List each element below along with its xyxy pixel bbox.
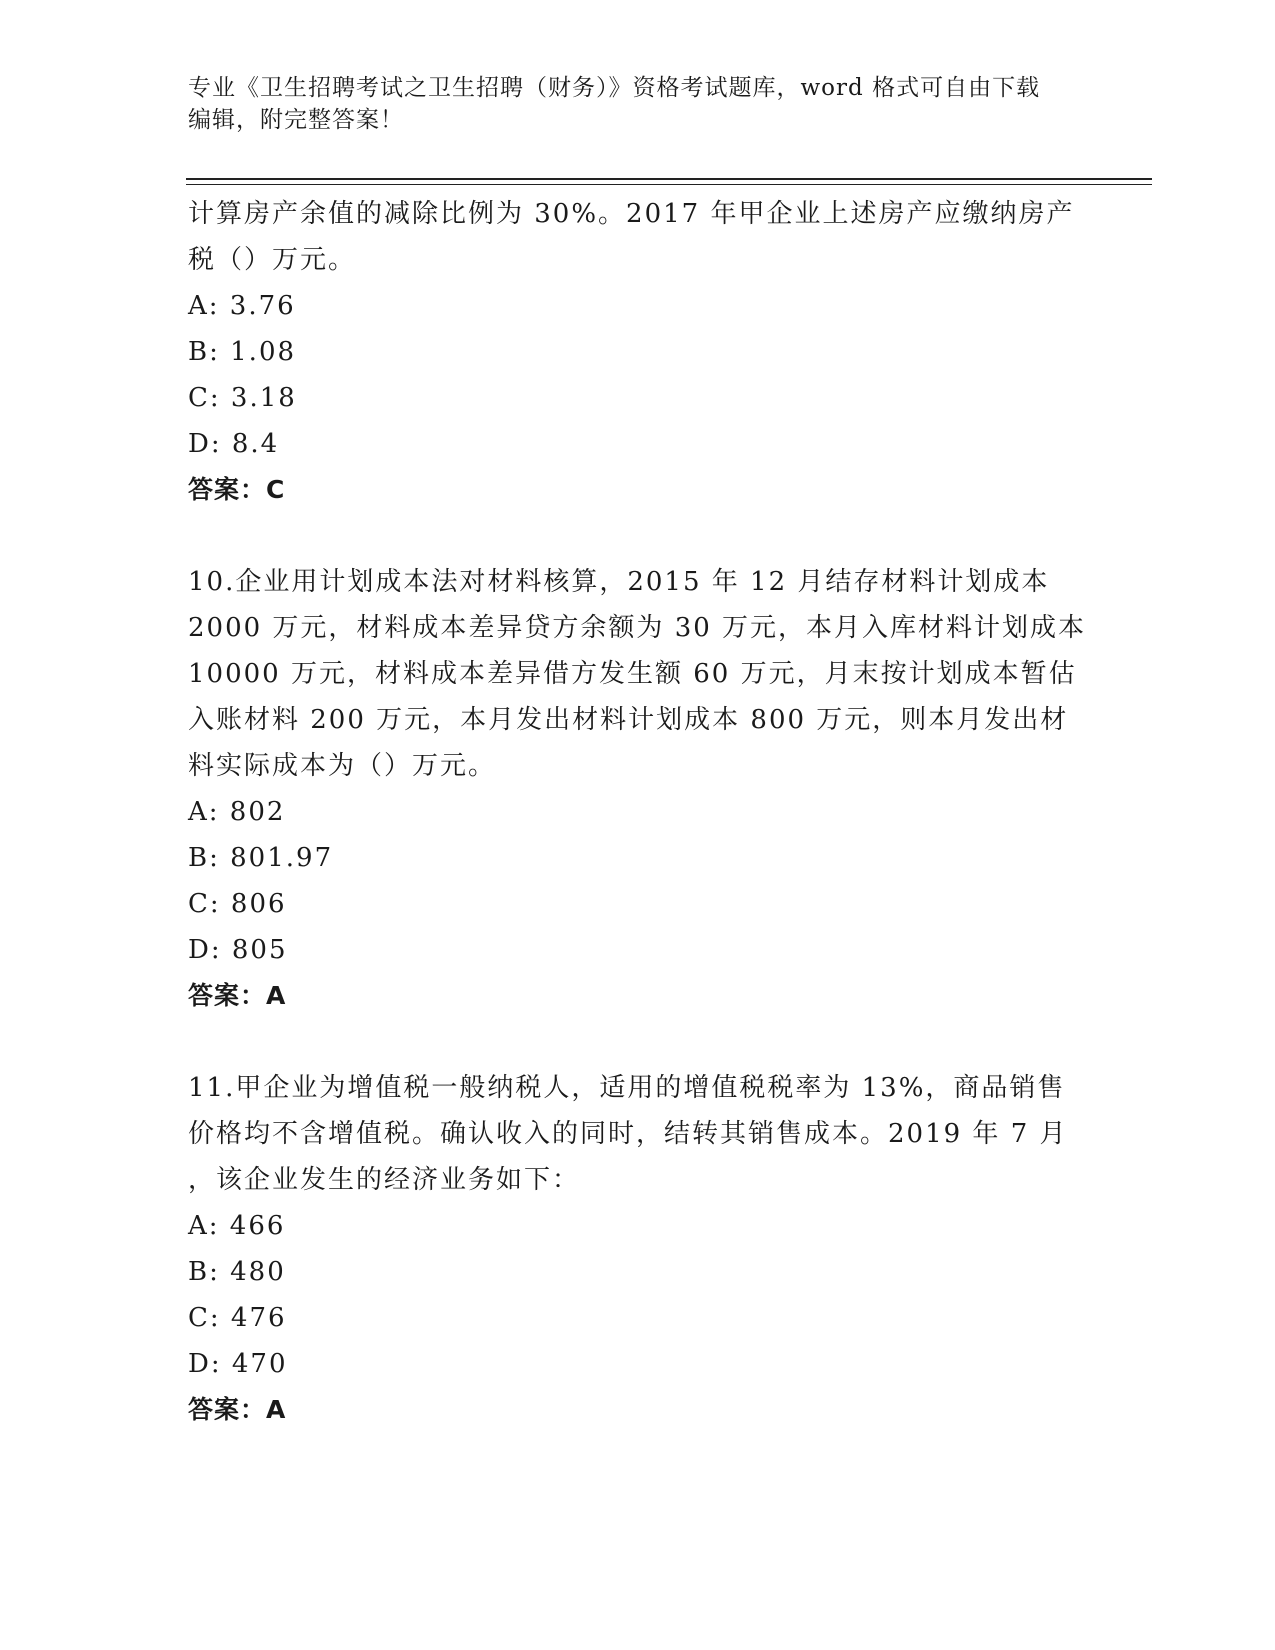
answer-line: 答案：A	[188, 1395, 287, 1424]
option-b: B: 480	[188, 1257, 286, 1287]
option-a: A: 3.76	[188, 291, 296, 321]
option-c: C: 806	[188, 889, 287, 919]
question-block	[188, 191, 1088, 513]
option-a: A: 466	[188, 1211, 286, 1241]
option-a: A: 802	[188, 797, 286, 827]
option-b: B: 1.08	[188, 337, 297, 367]
answer-line: 答案：C	[188, 475, 286, 504]
question-stem-line: ，该企业发生的经济业务如下：	[188, 1165, 581, 1195]
question-stem-line: 11.甲企业为增值税一般纳税人，适用的增值税税率为 13%，商品销售	[188, 1073, 1066, 1103]
question-block	[188, 1065, 1088, 1433]
option-d: D: 8.4	[188, 429, 280, 459]
document-header	[188, 72, 1088, 136]
question-stem-line: 计算房产余值的减除比例为 30%。2017 年甲企业上述房产应缴纳房产	[188, 199, 1075, 229]
question-stem-line: 价格均不含增值税。确认收入的同时，结转其销售成本。2019 年 7 月	[188, 1119, 1068, 1149]
question-stem-line: 2000 万元，材料成本差异贷方余额为 30 万元，本月入库材料计划成本	[188, 613, 1087, 643]
option-c: C: 3.18	[188, 383, 297, 413]
option-d: D: 805	[188, 935, 288, 965]
answer-line: 答案：A	[188, 981, 287, 1010]
option-c: C: 476	[188, 1303, 287, 1333]
question-block	[188, 559, 1088, 1019]
question-stem-line: 10000 万元，材料成本差异借方发生额 60 万元，月末按计划成本暂估	[188, 659, 1077, 689]
question-list	[188, 191, 1088, 1433]
spacer	[188, 513, 1088, 559]
question-stem-line: 10.企业用计划成本法对材料核算，2015 年 12 月结存材料计划成本	[188, 567, 1050, 597]
header-line-1: 专业《卫生招聘考试之卫生招聘（财务）》资格考试题库，word 格式可自由下载	[188, 75, 1041, 101]
header-divider-thick	[186, 178, 1152, 180]
option-b: B: 801.97	[188, 843, 334, 873]
header-line-2: 编辑，附完整答案！	[188, 107, 404, 133]
question-stem-line: 入账材料 200 万元，本月发出材料计划成本 800 万元，则本月发出材	[188, 705, 1069, 735]
question-stem-line: 料实际成本为（）万元。	[188, 751, 497, 781]
option-d: D: 470	[188, 1349, 288, 1379]
question-stem-line: 税（）万元。	[188, 245, 357, 275]
header-divider-thin	[186, 184, 1152, 185]
spacer	[188, 1019, 1088, 1065]
